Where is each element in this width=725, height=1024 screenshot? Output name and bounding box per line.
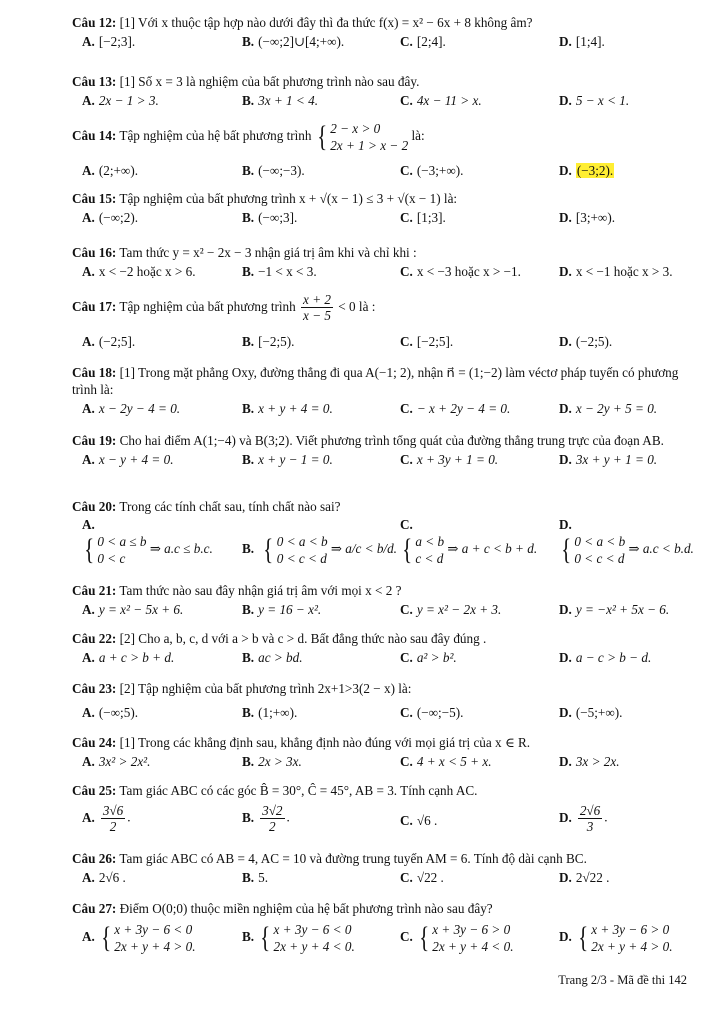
question-stem: Câu 27: Điểm O(0;0) thuộc miền nghiệm của hệ bất phương trình nào sau đây?: [72, 901, 493, 916]
option-c[interactable]: C. 4x − 11 > x.: [400, 93, 482, 108]
question-22: [72, 630, 698, 668]
question-stem: Câu 18: [1] Trong mặt phẳng Oxy, đường thẳng đi qua A(−1; 2), nhận n⃗ = (1;−2) làm véctơ pháp tuyến có phương trình là:: [72, 365, 679, 397]
option-c[interactable]: C. (−∞;−5).: [400, 705, 464, 720]
option-c[interactable]: C. √6 .: [400, 813, 438, 828]
option-a[interactable]: A. x < −2 hoặc x > 6.: [82, 264, 196, 279]
question-25: [72, 782, 698, 841]
option-c[interactable]: C. x < −3 hoặc x > −1.: [400, 264, 521, 279]
option-b[interactable]: B. [−2;5).: [242, 334, 295, 349]
question-stem: Câu 15: Tập nghiệm của bất phương trình x + √(x − 1) ≤ 3 + √(x − 1) là:: [72, 191, 458, 206]
question-27: [72, 900, 698, 961]
option-d[interactable]: D. 2√22 .: [559, 870, 610, 885]
option-a[interactable]: A. x − 2y − 4 = 0.: [82, 401, 181, 416]
option-a[interactable]: A. [−2;3].: [82, 34, 136, 49]
question-stem: Câu 21: Tam thức nào sau đây nhận giá trị âm với mọi x < 2 ?: [72, 583, 402, 598]
option-c[interactable]: C. a² > b².: [400, 650, 457, 665]
question-15: [72, 190, 698, 228]
question-stem: [72, 14, 698, 31]
option-b[interactable]: B. { x + 3y − 6 < 0 2x + y + 4 < 0.: [242, 921, 355, 954]
question-label: Câu 12:: [72, 15, 117, 30]
option-a[interactable]: A. y = x² − 5x + 6.: [82, 602, 184, 617]
option-a[interactable]: A. 3x² > 2x².: [82, 754, 151, 769]
question-26: [72, 850, 698, 888]
question-stem: Câu 14: Tập nghiệm của hệ bất phương trình { 2 − x > 0 2x + 1 > x − 2 là:: [72, 119, 425, 153]
option-b[interactable]: B. $\frac{3√2}{2}$ .: [242, 803, 290, 834]
option-b[interactable]: B. x + y − 1 = 0.: [242, 452, 333, 467]
option-c[interactable]: C. y = x² − 2x + 3.: [400, 602, 502, 617]
option-c[interactable]: C. 4 + x < 5 + x.: [400, 754, 492, 769]
option-a[interactable]: A. a + c > b + d.: [82, 650, 175, 665]
option-d[interactable]: D. x < −1 hoặc x > 3.: [559, 264, 673, 279]
question-stem: Câu 20: Trong các tính chất sau, tính chất nào sai?: [72, 499, 341, 514]
option-b[interactable]: B. (−∞;2]∪[4;+∞).: [242, 34, 345, 49]
question-stem: Câu 16: Tam thức y = x² − 2x − 3 nhận giá trị âm khi và chỉ khi :: [72, 245, 417, 260]
option-b[interactable]: B. (−∞;3].: [242, 210, 298, 225]
option-d[interactable]: D. (−5;+∞).: [559, 705, 623, 720]
option-d[interactable]: D. 3x > 2x.: [559, 754, 620, 769]
option-c[interactable]: C. [2;4].: [400, 34, 446, 49]
option-c[interactable]: C. [1;3].: [400, 210, 446, 225]
question-17: [72, 288, 698, 352]
question-24: [72, 734, 698, 772]
option-d[interactable]: D. (−2;5).: [559, 334, 613, 349]
question-14: [72, 116, 698, 181]
option-a[interactable]: A. 2x − 1 > 3.: [82, 93, 159, 108]
option-c[interactable]: C. (−3;+∞).: [400, 163, 464, 178]
page-footer: Trang 2/3 - Mã đề thi 142: [558, 973, 687, 987]
option-d[interactable]: D. x − 2y + 5 = 0.: [559, 401, 658, 416]
option-a[interactable]: A. 2√6 .: [82, 870, 126, 885]
question-text: [1] Với x thuộc tập hợp nào dưới đây thì đa thức f(x) = x² − 6x + 8 không âm?: [119, 15, 533, 30]
option-d[interactable]: D. $\frac{2√6}{3}$ .: [559, 803, 608, 834]
option-d[interactable]: D. 3x + y + 1 = 0.: [559, 452, 658, 467]
option-a[interactable]: A. $\frac{3√6}{2}$ .: [82, 803, 131, 834]
question-19: [72, 432, 698, 470]
option-b[interactable]: B. −1 < x < 3.: [242, 264, 317, 279]
option-c[interactable]: C. x + 3y + 1 = 0.: [400, 452, 499, 467]
option-c[interactable]: C. [−2;5].: [400, 334, 454, 349]
option-a[interactable]: A. x − y + 4 = 0.: [82, 452, 174, 467]
option-d[interactable]: D. { 0 < a < b 0 < c < d ⇒ a.c < b.d.: [559, 517, 694, 566]
question-18: [72, 364, 698, 419]
option-d[interactable]: D. [1;4].: [559, 34, 605, 49]
option-d[interactable]: D. (−3;2).: [559, 163, 614, 178]
option-d[interactable]: D. 5 − x < 1.: [559, 93, 630, 108]
question-21: [72, 582, 698, 620]
option-a[interactable]: A. { x + 3y − 6 < 0 2x + y + 4 > 0.: [82, 921, 196, 954]
question-stem: Câu 25: Tam giác ABC có các góc B̂ = 30°, Ĉ = 45°, AB = 3. Tính cạnh AC.: [72, 783, 478, 798]
option-b[interactable]: B. 3x + 1 < 4.: [242, 93, 319, 108]
option-b[interactable]: B. (1;+∞).: [242, 705, 298, 720]
option-b[interactable]: B. 5.: [242, 870, 268, 885]
option-c[interactable]: C. √22 .: [400, 870, 444, 885]
option-a[interactable]: A. (−∞;5).: [82, 705, 139, 720]
option-b[interactable]: B. y = 16 − x².: [242, 602, 322, 617]
option-b[interactable]: B. ac > bd.: [242, 650, 303, 665]
question-23: [72, 680, 698, 723]
option-c[interactable]: C. − x + 2y − 4 = 0.: [400, 401, 511, 416]
option-c[interactable]: C. { a < b c < d ⇒ a + c < b + d.: [400, 517, 538, 566]
option-a[interactable]: A. (−∞;2).: [82, 210, 139, 225]
option-d[interactable]: D. [3;+∞).: [559, 210, 616, 225]
option-b[interactable]: B. 2x > 3x.: [242, 754, 302, 769]
question-stem: Câu 22: [2] Cho a, b, c, d với a > b và c > d. Bất đẳng thức nào sau đây đúng .: [72, 631, 487, 646]
option-b[interactable]: B. x + y + 4 = 0.: [242, 401, 333, 416]
question-stem: Câu 26: Tam giác ABC có AB = 4, AC = 10 và đường trung tuyến AM = 6. Tính độ dài cạnh BC.: [72, 851, 587, 866]
question-stem: Câu 13: [1] Số x = 3 là nghiệm của bất phương trình nào sau đây.: [72, 74, 420, 89]
question-stem: Câu 19: Cho hai điểm A(1;−4) và B(3;2). Viết phương trình tổng quát của đường thẳng trung trực của đoạn AB.: [72, 433, 664, 448]
option-a[interactable]: A. (−2;5].: [82, 334, 136, 349]
option-c[interactable]: C. { x + 3y − 6 > 0 2x + y + 4 < 0.: [400, 921, 514, 954]
option-d[interactable]: D. y = −x² + 5x − 6.: [559, 602, 670, 617]
question-stem: Câu 17: Tập nghiệm của bất phương trình $\frac{x + 2}{x - 5}$ < 0 là :: [72, 292, 376, 324]
question-12: [72, 14, 698, 52]
option-a[interactable]: A. (2;+∞).: [82, 163, 139, 178]
highlighted-answer: (−3;2).: [576, 163, 614, 178]
option-d[interactable]: D. a − c > b − d.: [559, 650, 652, 665]
question-20: [72, 498, 698, 569]
question-stem: Câu 23: [2] Tập nghiệm của bất phương trình 2x+1>3(2 − x) là:: [72, 681, 412, 696]
option-b[interactable]: B. (−∞;−3).: [242, 163, 305, 178]
question-stem: Câu 24: [1] Trong các khẳng định sau, khẳng định nào đúng với mọi giá trị của x ∈ R.: [72, 735, 531, 750]
question-16: [72, 244, 698, 282]
question-13: [72, 73, 698, 111]
option-a[interactable]: A. { 0 < a ≤ b 0 < c ⇒ a.c ≤ b.c.: [82, 517, 213, 566]
option-d[interactable]: D. { x + 3y − 6 > 0 2x + y + 4 > 0.: [559, 921, 673, 954]
option-b[interactable]: B. { 0 < a < b 0 < c < d ⇒ a/c < b/d.: [242, 533, 397, 566]
